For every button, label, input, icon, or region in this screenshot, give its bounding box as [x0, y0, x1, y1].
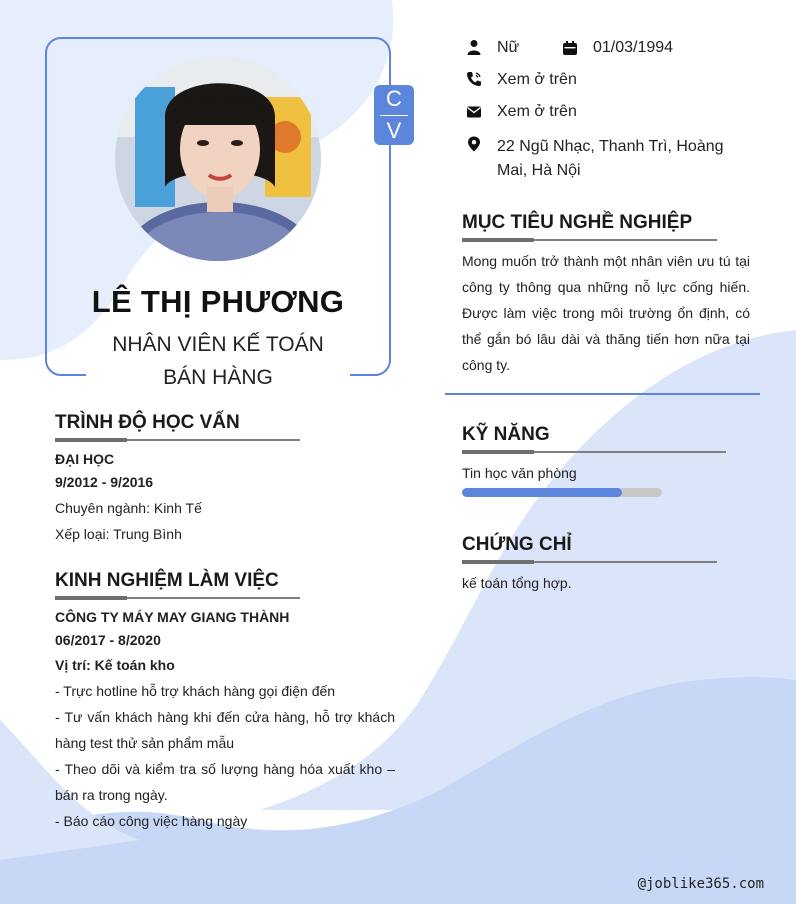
- certificates-title: CHỨNG CHỈ: [462, 534, 572, 555]
- objective-rule: [462, 239, 717, 241]
- phone-value: Xem ở trên: [497, 71, 577, 88]
- objective-title: MỤC TIÊU NGHỀ NGHIỆP: [462, 212, 693, 233]
- objective-text: Mong muốn trở thành một nhân viên ưu tú tại công ty thông qua những nỗ lực cống hiến. Được làm việc trong môi trường ổn định, có thể gắn bó lâu dài và thăng tiến hơn nữa tại công ty.: [462, 253, 750, 373]
- address-line-2: Mai, Hà Nội: [497, 162, 581, 179]
- experience-title: KINH NGHIỆM LÀM VIỆC: [55, 570, 279, 591]
- section-divider: [445, 393, 760, 395]
- experience-task: - Tư vấn khách hàng khi đến cửa hàng, hỗ trợ khách hàng test thử sản phẩm mẫu: [55, 709, 395, 751]
- cv-badge-letter-c: C: [386, 86, 402, 111]
- experience-rule: [55, 597, 300, 599]
- experience-task: - Trực hotline hỗ trợ khách hàng gọi điện đến: [55, 683, 336, 699]
- calendar-icon: [562, 40, 578, 56]
- address-line-1: 22 Ngũ Nhạc, Thanh Trì, Hoàng: [497, 138, 724, 155]
- candidate-role: [45, 328, 391, 394]
- cv-badge: [374, 85, 414, 145]
- person-icon: [466, 39, 482, 55]
- education-major: Chuyên ngành: Kinh Tế: [55, 500, 202, 516]
- education-title: TRÌNH ĐỘ HỌC VẤN: [55, 412, 240, 433]
- location-pin-icon: [466, 136, 482, 152]
- skill-level-fill: [462, 488, 622, 497]
- cv-badge-letter-v: V: [386, 118, 402, 143]
- certificate-item: kế toán tổng hợp.: [462, 575, 572, 591]
- experience-position: Vị trí: Kế toán kho: [55, 657, 175, 673]
- phone-icon: [466, 71, 482, 87]
- cv-badge-divider: [380, 115, 408, 116]
- certificates-rule: [462, 561, 717, 563]
- skill-name: Tin học văn phòng: [462, 465, 577, 481]
- role-line-1: NHÂN VIÊN KẾ TOÁN: [112, 333, 324, 356]
- avatar-photo: [115, 57, 321, 261]
- footer-watermark: @joblike365.com: [637, 876, 764, 892]
- experience-task: - Theo dõi và kiểm tra số lượng hàng hóa xuất kho – bán ra trong ngày.: [55, 761, 395, 803]
- skill-level-bar: [462, 488, 662, 497]
- email-value: Xem ở trên: [497, 103, 577, 120]
- experience-task: - Báo cáo công việc hàng ngày: [55, 813, 248, 829]
- address-value: [497, 135, 724, 183]
- role-line-2: BÁN HÀNG: [163, 366, 273, 389]
- education-level: ĐẠI HỌC: [55, 451, 115, 467]
- education-rule: [55, 439, 300, 441]
- skills-title: KỸ NĂNG: [462, 424, 550, 445]
- dob-value: 01/03/1994: [593, 39, 674, 56]
- gender-value: Nữ: [497, 39, 520, 56]
- experience-company: CÔNG TY MÁY MAY GIANG THÀNH: [55, 609, 290, 625]
- experience-task-list: [55, 678, 395, 834]
- experience-period: 06/2017 - 8/2020: [55, 632, 161, 648]
- education-grade: Xếp loại: Trung Bình: [55, 526, 182, 542]
- mail-icon: [466, 104, 482, 120]
- education-period: 9/2012 - 9/2016: [55, 474, 154, 490]
- skills-rule: [462, 451, 726, 453]
- candidate-name: LÊ THỊ PHƯƠNG: [91, 284, 345, 319]
